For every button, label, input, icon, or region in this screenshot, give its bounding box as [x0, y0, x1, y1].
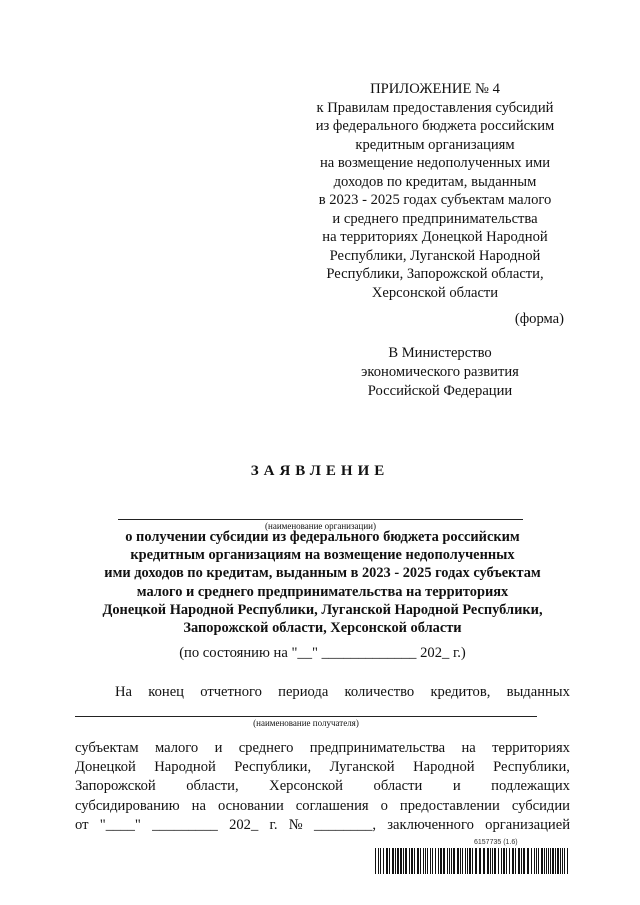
barcode-bar: [375, 848, 376, 874]
appendix-line: и среднего предпринимательства: [332, 210, 538, 227]
paragraph-first-line: [75, 684, 570, 701]
addressee-line: В Министерство: [388, 345, 492, 361]
barcode-bar: [457, 848, 459, 874]
paragraph-word: №: [288, 816, 303, 833]
barcode-bar: [538, 848, 539, 874]
paragraph-word: предоставлении: [399, 797, 500, 814]
appendix-line: на территориях Донецкой Народной: [322, 229, 548, 245]
barcode-bar: [397, 848, 399, 874]
barcode-image: [375, 848, 570, 874]
status-date-line: (по состоянию на "__" _____________ 202_ г.): [179, 645, 466, 661]
barcode-bar: [447, 848, 448, 874]
paragraph-word: На: [115, 684, 133, 700]
paragraph-word: Народной: [154, 759, 216, 776]
barcode-bar: [494, 848, 496, 874]
appendix-line: ПРИЛОЖЕНИЕ № 4: [370, 81, 500, 97]
paragraph-word: подлежащих: [491, 778, 570, 795]
paragraph-line: [75, 777, 570, 796]
barcode-bar: [567, 848, 568, 874]
paragraph-word: субсидированию: [75, 797, 180, 814]
barcode-bar: [389, 848, 390, 874]
barcode-bar: [467, 848, 468, 874]
barcode-bar: [430, 848, 431, 874]
paragraph-body: [75, 739, 570, 835]
barcode-bar: [544, 848, 545, 874]
paragraph-line: [75, 758, 570, 777]
paragraph-line: [75, 816, 570, 835]
recipient-caption: (наименование получателя): [253, 718, 359, 728]
barcode-bar: [403, 848, 404, 874]
paragraph-word: основании: [217, 797, 284, 814]
subject-line: малого и среднего предпринимательства на территориях: [136, 583, 509, 600]
barcode-bar: [425, 848, 426, 874]
barcode-bar: [501, 848, 502, 874]
paragraph-word: г.: [269, 816, 278, 833]
barcode-bar: [400, 848, 402, 874]
subject-line: ими доходов по кредитам, выданным в 2023 - 2025 годах субъектам: [104, 565, 541, 582]
paragraph-word: Республики,: [234, 759, 312, 776]
barcode-bar: [541, 848, 543, 874]
paragraph-word: _________: [152, 816, 218, 833]
document-title: ЗАЯВЛЕНИЕ: [250, 463, 390, 479]
barcode-bar: [460, 848, 461, 874]
appendix-line: Республики, Луганской Народной: [329, 247, 541, 264]
application-subject: [75, 528, 570, 637]
barcode-bar: [506, 848, 507, 874]
subject-line: кредитным организациям на возмещение недополученных: [130, 547, 515, 564]
barcode-bar: [548, 848, 549, 874]
organization-name-line: [118, 519, 523, 520]
paragraph-word: кредитов,: [430, 684, 491, 700]
barcode-bar: [498, 848, 499, 874]
barcode-bar: [531, 848, 532, 874]
paragraph-word: организацией: [485, 816, 570, 833]
addressee-block: [340, 344, 540, 401]
barcode-bar: [414, 848, 415, 874]
barcode-bar: [440, 848, 442, 874]
barcode-bar: [555, 848, 556, 874]
subject-line: Запорожской области, Херсонской области: [183, 620, 462, 637]
appendix-line: кредитным организациям: [355, 136, 515, 153]
paragraph-word: малого: [154, 740, 199, 756]
barcode-bar: [386, 848, 388, 874]
appendix-line: к Правилам предоставления субсидий: [316, 99, 554, 116]
recipient-name-line: [75, 716, 537, 717]
organization-caption: (наименование организации): [265, 521, 376, 531]
paragraph-word: 202_: [229, 816, 259, 833]
paragraph-word: Республики,: [493, 759, 570, 776]
paragraph-word: заключенного: [387, 816, 474, 833]
paragraph-word: территориях: [492, 740, 570, 756]
paragraph-line: [75, 739, 570, 758]
appendix-line: в 2023 - 2025 годах субъектам малого: [318, 192, 552, 208]
barcode-bar: [479, 848, 481, 874]
paragraph-word: предпринимательства: [309, 740, 446, 756]
barcode-bar: [536, 848, 537, 874]
paragraph-word: на: [461, 740, 476, 756]
barcode-bar: [492, 848, 493, 874]
paragraph-word: периода: [278, 684, 329, 700]
barcode-bar: [462, 848, 463, 874]
barcode-bar: [527, 848, 529, 874]
barcode-bar: [423, 848, 424, 874]
paragraph-word: и: [214, 740, 223, 756]
barcode-bar: [472, 848, 473, 874]
barcode-bar: [546, 848, 547, 874]
paragraph-word: количество: [344, 684, 415, 700]
barcode-bar: [518, 848, 520, 874]
barcode-bar: [560, 848, 561, 874]
barcode-bar: [443, 848, 445, 874]
paragraph-word: ________,: [313, 816, 377, 833]
barcode-bar: [521, 848, 522, 874]
barcode-bar: [469, 848, 471, 874]
appendix-header: [300, 80, 570, 302]
barcode-bar: [409, 848, 410, 874]
paragraph-word: среднего: [238, 740, 294, 756]
addressee-line: экономического развития: [361, 364, 519, 380]
barcode-bar: [411, 848, 413, 874]
paragraph-word: субъектам: [75, 740, 139, 756]
paragraph-word: отчетного: [200, 684, 262, 700]
paragraph-word: области,: [186, 778, 239, 795]
appendix-line: Херсонской области: [371, 284, 499, 301]
form-label: (форма): [514, 311, 564, 327]
barcode-bar: [380, 848, 381, 874]
barcode-bar: [427, 848, 428, 874]
barcode-bar: [557, 848, 559, 874]
barcode-bar: [449, 848, 450, 874]
appendix-line: на возмещение недополученных ими: [319, 155, 551, 171]
paragraph-word: "____": [99, 816, 141, 833]
barcode-bar: [503, 848, 505, 874]
barcode-bar: [550, 848, 551, 874]
paragraph-word: Донецкой: [75, 759, 136, 776]
barcode-bar: [405, 848, 407, 874]
appendix-line: Республики, Запорожской области,: [326, 266, 544, 282]
paragraph-word: Запорожской: [75, 778, 156, 795]
appendix-line: из федерального бюджета российским: [315, 118, 555, 134]
subject-line: Донецкой Народной Республики, Луганской Народной Республики,: [102, 601, 543, 618]
barcode-bar: [432, 848, 433, 874]
barcode-bar: [420, 848, 421, 874]
barcode-bar: [395, 848, 396, 874]
paragraph-word: Народной: [413, 759, 475, 776]
barcode-bar: [475, 848, 477, 874]
barcode-bar: [552, 848, 554, 874]
paragraph-word: конец: [148, 684, 184, 700]
barcode-bar: [435, 848, 436, 874]
addressee-line: Российской Федерации: [367, 383, 513, 399]
paragraph-word: области: [373, 778, 423, 795]
barcode-bar: [515, 848, 516, 874]
barcode-bar: [392, 848, 394, 874]
barcode-bar: [564, 848, 565, 874]
barcode-bar: [487, 848, 489, 874]
appendix-line: доходов по кредитам, выданным: [333, 173, 537, 190]
paragraph-word: о: [380, 797, 388, 814]
paragraph-word: выданных: [506, 684, 570, 700]
barcode-bar: [451, 848, 452, 874]
paragraph-word: от: [75, 816, 89, 833]
barcode-bar: [490, 848, 491, 874]
paragraph-word: субсидии: [511, 797, 570, 814]
paragraph-word: соглашения: [295, 797, 369, 814]
barcode-bar: [438, 848, 439, 874]
barcode-number: 6157735 (1.6): [474, 839, 518, 846]
subject-line: о получении субсидии из федерального бюджета российским: [125, 529, 520, 545]
barcode-bar: [383, 848, 384, 874]
barcode-bar: [378, 848, 379, 874]
paragraph-word: на: [191, 797, 206, 814]
paragraph-word: и: [452, 778, 461, 795]
barcode-bar: [465, 848, 466, 874]
barcode-bar: [417, 848, 419, 874]
paragraph-word: Луганской: [329, 759, 395, 776]
barcode-bar: [453, 848, 455, 874]
barcode-bar: [523, 848, 525, 874]
barcode-bar: [512, 848, 514, 874]
barcode-bar: [534, 848, 535, 874]
barcode-bar: [562, 848, 563, 874]
barcode-bar: [509, 848, 510, 874]
barcode-bar: [483, 848, 485, 874]
paragraph-word: Херсонской: [269, 778, 343, 795]
paragraph-line: [75, 797, 570, 816]
